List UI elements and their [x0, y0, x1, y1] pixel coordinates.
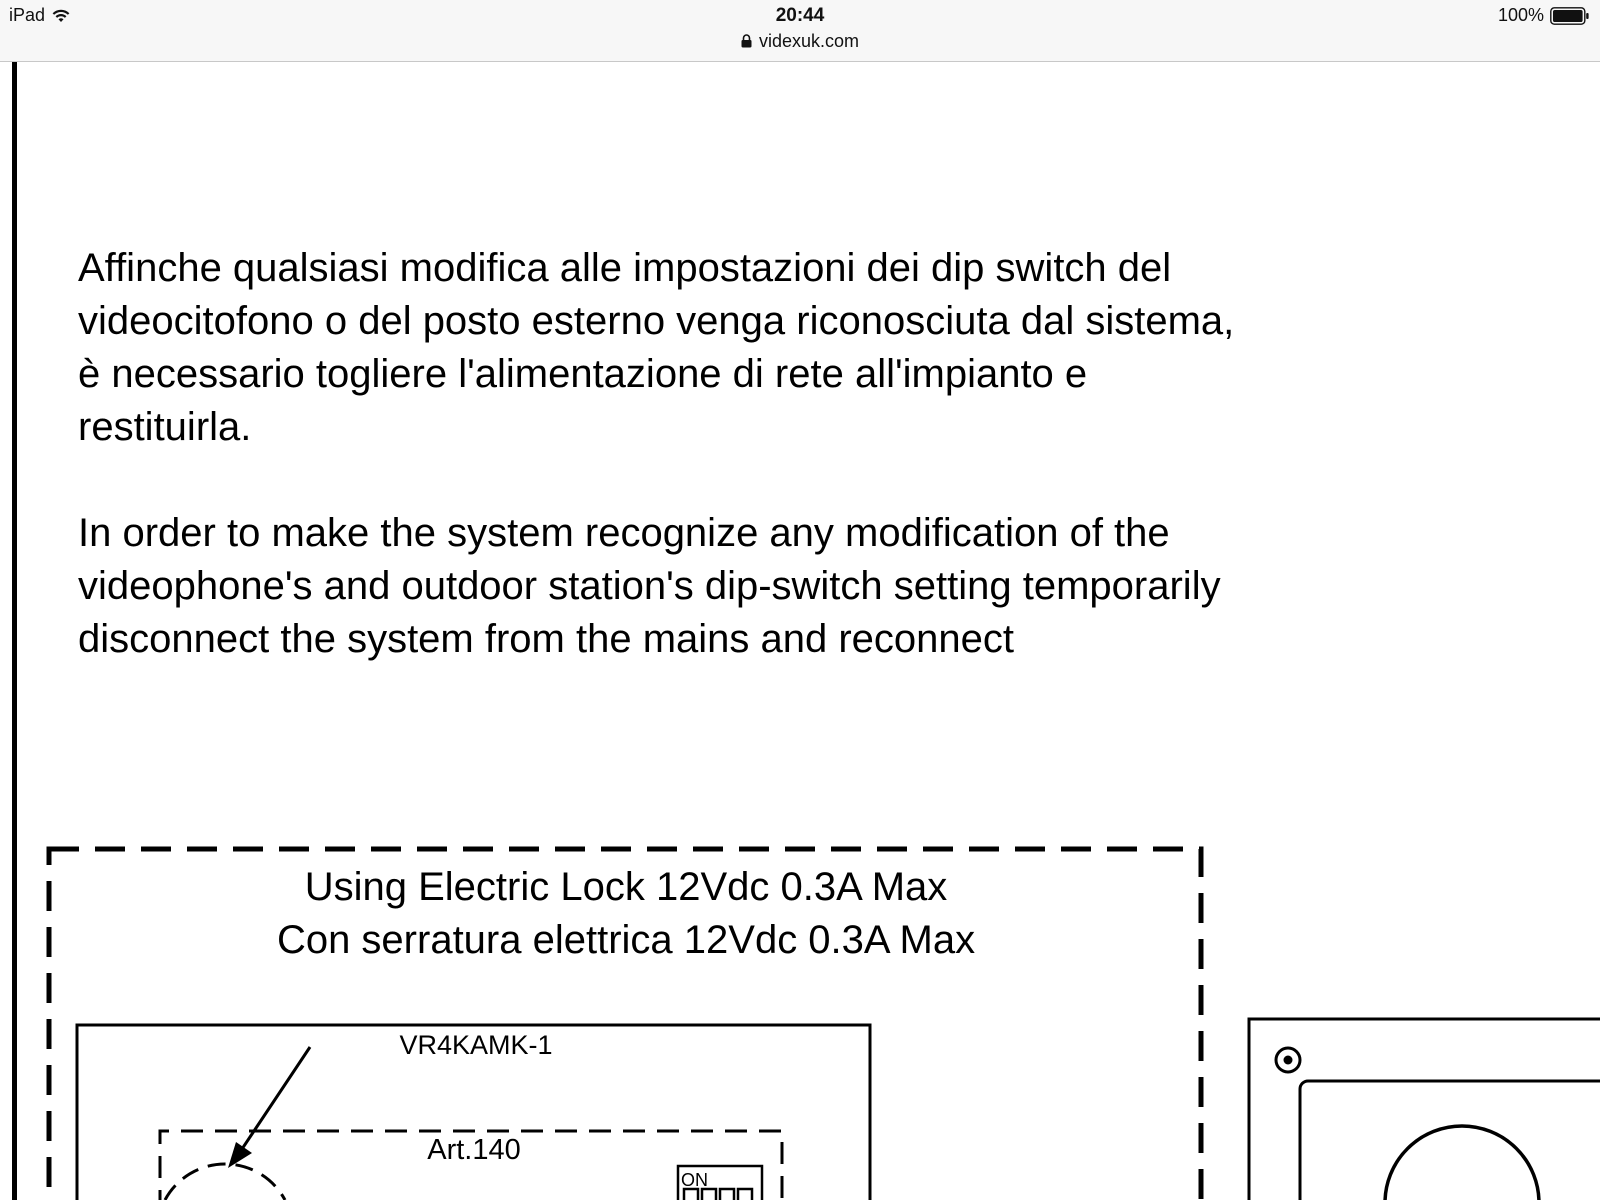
english-line: In order to make the system recognize any modification of the: [78, 511, 1170, 555]
camera-lens-circle: [1385, 1126, 1539, 1200]
device-name: iPad: [9, 5, 46, 25]
italian-line: Affinche qualsiasi modifica alle impostazioni dei dip switch del: [78, 246, 1172, 290]
pointer-arrow-head: [228, 1142, 252, 1168]
document-page[interactable]: [0, 62, 1600, 1200]
italian-line: restituirla.: [78, 405, 252, 449]
wiring-diagram: [0, 62, 1600, 1200]
english-line: disconnect the system from the mains and reconnect: [78, 617, 1015, 661]
italian-line: è necessario togliere l'alimentazione di rete all'impianto e: [78, 352, 1088, 396]
diagram-title-english: Using Electric Lock 12Vdc 0.3A Max: [304, 865, 948, 909]
unit-label: VR4KAMK-1: [399, 1030, 553, 1060]
pointer-arrow-line: [240, 1047, 310, 1152]
component-dashed-arc: [165, 1164, 285, 1200]
dip-switch-slot: [702, 1189, 716, 1200]
italian-line: videocitofono o del posto esterno venga riconosciuta dal sistema,: [78, 299, 1235, 343]
screw-center: [1284, 1056, 1293, 1065]
battery-percent: 100%: [1497, 5, 1544, 25]
module-label: Art.140: [427, 1134, 521, 1166]
dip-switch-on-label: ON: [681, 1170, 708, 1190]
url-text: videxuk.com: [758, 31, 860, 51]
status-bar: [0, 0, 1600, 62]
diagram-title-italian: Con serratura elettrica 12Vdc 0.3A Max: [276, 918, 976, 962]
dip-switch-slot: [738, 1189, 752, 1200]
address-bar[interactable]: [0, 31, 1600, 52]
english-line: videophone's and outdoor station's dip-switch setting temporarily: [78, 564, 1221, 608]
outdoor-station-inner: [1300, 1081, 1600, 1200]
outdoor-station-outline: [1249, 1019, 1600, 1200]
battery-indicator: [1498, 5, 1590, 26]
lock-icon: [741, 34, 752, 48]
battery-icon: [1550, 7, 1590, 25]
dip-switch-slot: [720, 1189, 734, 1200]
clock: 20:44: [775, 5, 825, 26]
dip-switch-slot: [684, 1189, 698, 1200]
